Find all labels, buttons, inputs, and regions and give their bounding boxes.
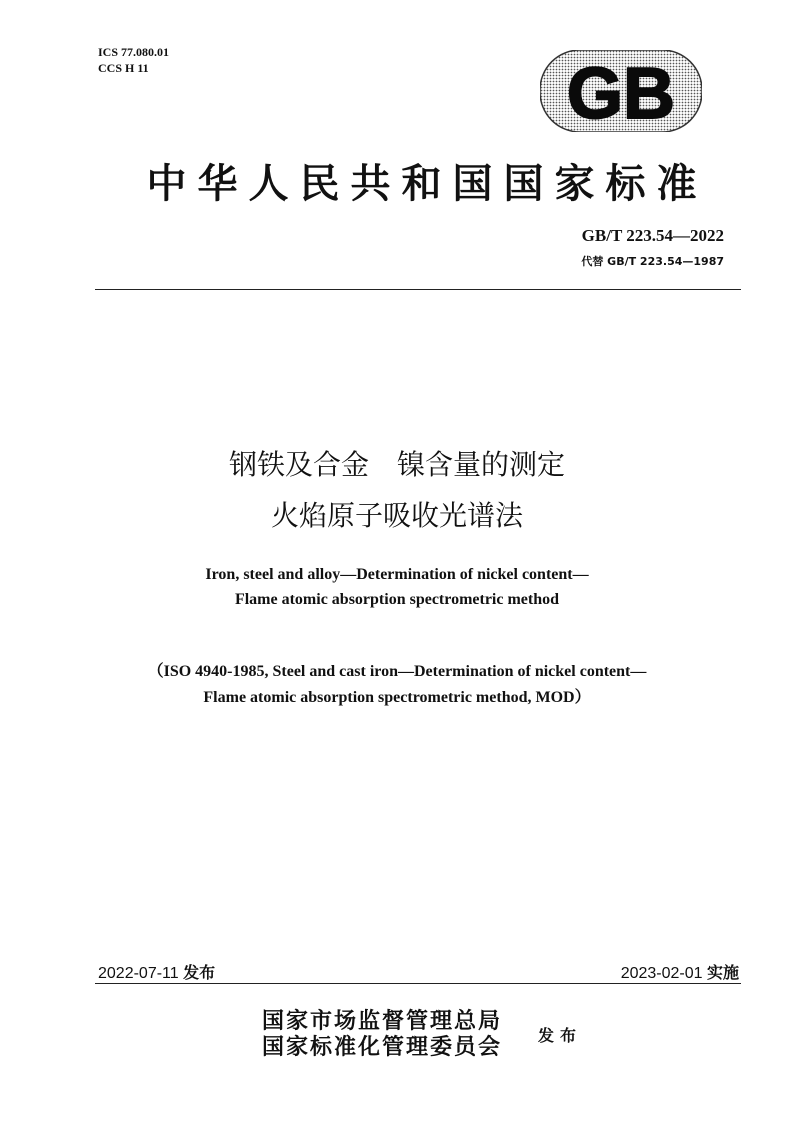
iso-reference-line-1: （ISO 4940-1985, Steel and cast iron—Determination of nickel content— [147, 663, 647, 680]
classification-codes [98, 44, 169, 76]
effective-date-label: 实施 [706, 963, 739, 982]
national-standard-title: 中华人民共和国国家标准 [146, 160, 708, 207]
english-title-line-1: Iron, steel and alloy—Determination of nickel content— [205, 566, 589, 583]
iso-reference-line-2: Flame atomic absorption spectrometric method, MOD） [203, 689, 591, 706]
chinese-title-line-2: 火焰原子吸收光谱法 [270, 499, 523, 532]
replaces-standard: 代替 GB/T 223.54—1987 [581, 255, 724, 268]
issue-date [98, 960, 215, 983]
header-divider [95, 289, 741, 290]
publisher-line-1: 国家市场监督管理总局 [262, 1008, 503, 1034]
effective-date-value: 2023-02-01 [620, 965, 703, 982]
issued-by-label: 发布 [538, 1026, 583, 1045]
gb-logo [540, 50, 702, 132]
ics-code: ICS 77.080.01 [98, 45, 170, 59]
issue-date-label: 发布 [183, 963, 216, 982]
svg-text:GB: GB [567, 54, 675, 132]
publisher-line-2: 国家标准化管理委员会 [262, 1034, 503, 1060]
effective-date [621, 960, 739, 983]
standard-number: GB/T 223.54—2022 [581, 226, 724, 245]
footer-divider [95, 983, 741, 984]
chinese-title-line-1: 钢铁及合金 镍含量的测定 [228, 448, 565, 481]
english-title-line-2: Flame atomic absorption spectrometric method [234, 591, 560, 608]
issue-date-value: 2022-07-11 [98, 965, 179, 982]
ccs-code: CCS H 11 [98, 61, 149, 75]
